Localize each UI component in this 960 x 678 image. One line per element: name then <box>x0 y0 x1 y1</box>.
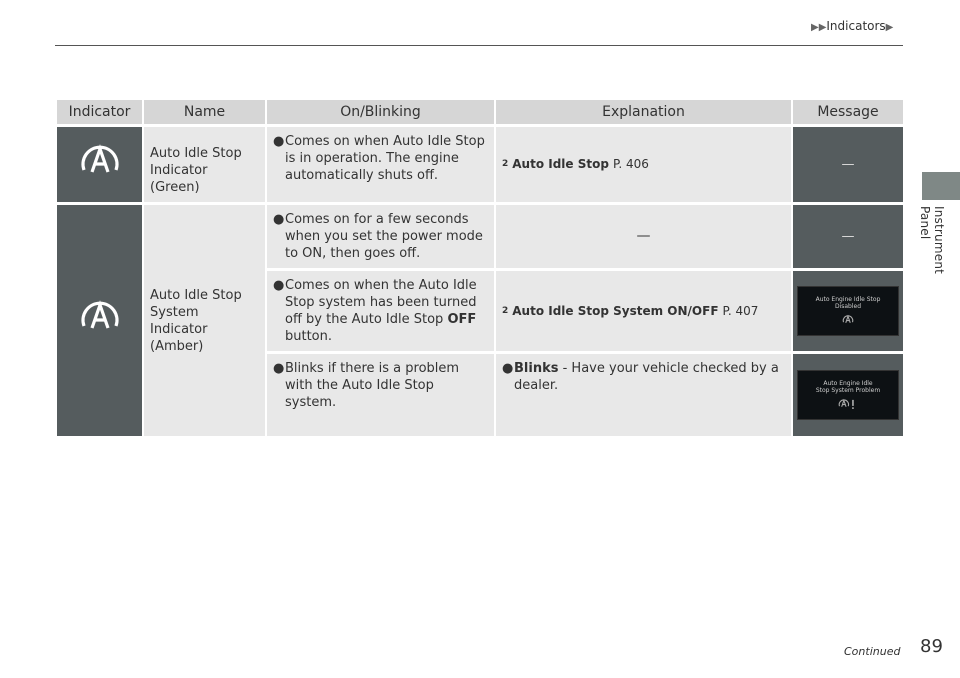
name-text: Auto Idle Stop System Indicator (Amber) <box>150 287 242 354</box>
explanation-text: Blinks - Have your vehicle checked by a dealer. <box>514 361 779 393</box>
on-blinking-cell <box>267 127 494 202</box>
header-divider <box>55 45 903 46</box>
column-header: Indicator <box>57 100 142 124</box>
reference-title: Auto Idle Stop <box>512 157 609 171</box>
indicator-cell <box>57 205 142 436</box>
table-row <box>57 127 903 202</box>
breadcrumb-arrow-end: ▶ <box>885 22 894 33</box>
message-cell <box>793 354 903 436</box>
column-header: On/Blinking <box>267 100 494 124</box>
indicator-table <box>55 97 905 439</box>
on-blinking-text: Comes on when the Auto Idle Stop system has been turned off by the Auto Idle Stop OFF button. <box>285 278 477 344</box>
bullet-icon: ● <box>273 134 285 149</box>
screen-line: Auto Engine Idle <box>823 379 873 387</box>
on-blinking-cell <box>267 271 494 351</box>
screen-line: Disabled <box>834 302 862 310</box>
bullet-icon: ● <box>273 278 285 293</box>
explanation-cell <box>496 127 791 202</box>
section-label: Instrument Panel <box>918 206 946 275</box>
reference-page: P. 407 <box>722 303 759 318</box>
continued-label: Continued <box>844 645 901 658</box>
explanation-cell <box>496 354 791 436</box>
reference-arrow-icon: 2 <box>502 305 509 316</box>
column-header: Name <box>144 100 265 124</box>
on-blinking-text: Blinks if there is a problem with the Auto Idle Stop system. <box>285 361 460 410</box>
message-cell <box>793 271 903 351</box>
auto-idle-stop-icon <box>75 137 125 187</box>
breadcrumb-arrows: ▶▶ <box>811 22 827 33</box>
message-cell: — <box>793 127 903 202</box>
reference-page: P. 406 <box>612 157 649 171</box>
table-row <box>57 205 903 268</box>
screen-line: Stop System Problem <box>815 386 881 394</box>
auto-idle-stop-icon <box>841 313 855 327</box>
bullet-icon: ● <box>273 361 285 376</box>
on-blinking-cell <box>267 205 494 268</box>
auto-idle-stop-icon <box>75 293 125 343</box>
column-header: Explanation <box>496 100 791 124</box>
reference-arrow-icon: 2 <box>502 159 509 169</box>
on-blinking-text: Comes on when Auto Idle Stop is in operation. The engine automatically shuts off. <box>285 134 485 183</box>
screen-line: Auto Engine Idle Stop <box>815 295 881 303</box>
indicator-cell <box>57 127 142 202</box>
column-header: Message <box>793 100 903 124</box>
breadcrumb-title: Indicators <box>826 19 886 33</box>
on-blinking-cell <box>267 354 494 436</box>
table-header-row <box>57 100 903 124</box>
section-tab <box>922 172 960 200</box>
message-cell: — <box>793 205 903 268</box>
explanation-cell: — <box>496 205 791 268</box>
explanation-cell <box>496 271 791 351</box>
reference-title: Auto Idle Stop System ON/OFF <box>512 303 719 318</box>
auto-idle-stop-warning-icon <box>837 397 859 411</box>
name-cell: Auto Idle Stop Indicator (Green) <box>144 127 265 202</box>
message-screen <box>797 370 899 420</box>
page-reference[interactable] <box>502 303 785 320</box>
name-cell <box>144 205 265 436</box>
breadcrumb <box>811 19 893 33</box>
bullet-icon: ● <box>273 212 285 227</box>
bullet-icon: ● <box>502 361 514 376</box>
page-number: 89 <box>920 636 943 657</box>
message-screen <box>797 286 899 336</box>
page-reference[interactable] <box>502 156 785 173</box>
on-blinking-text: Comes on for a few seconds when you set the power mode to ON, then goes off. <box>285 212 483 261</box>
